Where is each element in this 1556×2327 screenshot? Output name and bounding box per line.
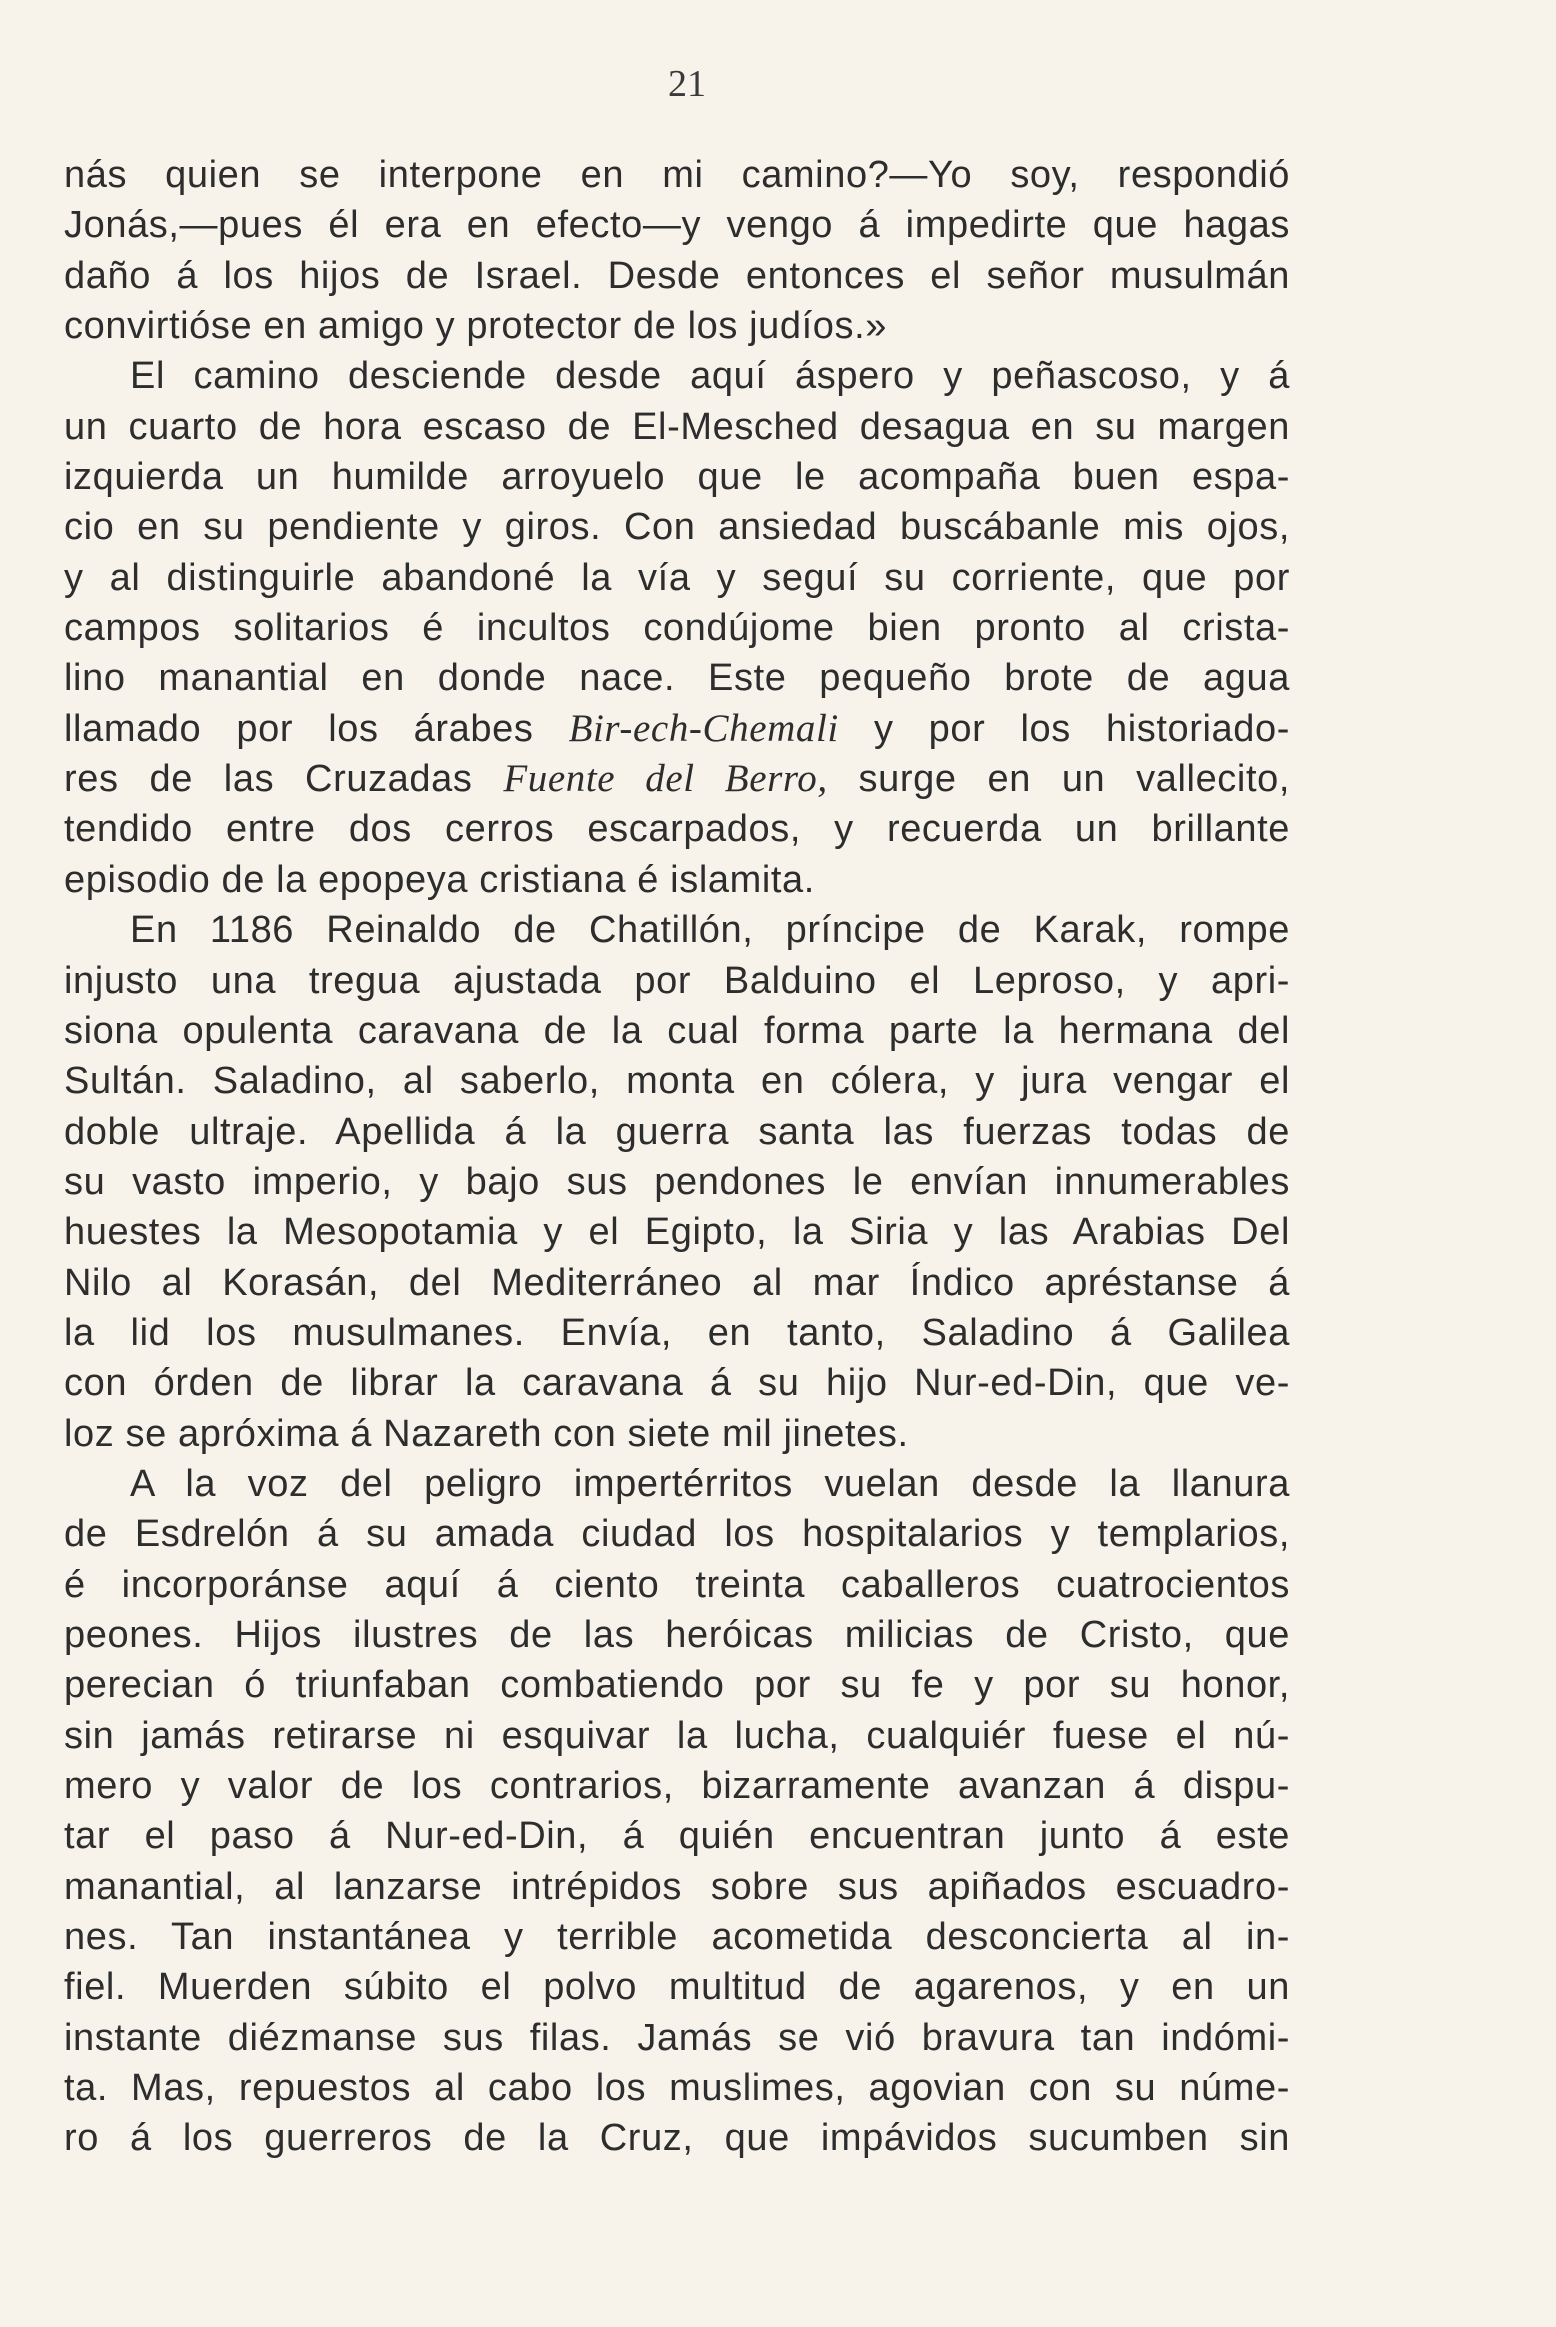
text-line: campos solitarios é incultos condújome bien pronto al crista-: [64, 607, 1290, 650]
text-line: res de las Cruzadas Fuente del Berro, surge en un vallecito,: [64, 757, 1290, 801]
text-line: llamado por los árabes Bir-ech-Chemali y por los historiado-: [64, 706, 1290, 750]
text-line: Jonás,—pues él era en efecto—y vengo á impedirte que hagas: [64, 204, 1290, 247]
text-line: izquierda un humilde arroyuelo que le acompaña buen espa-: [64, 456, 1290, 499]
text-line: daño á los hijos de Israel. Desde entonces el señor musulmán: [64, 254, 1290, 297]
body-text: [64, 150, 1290, 2164]
text-line: nes. Tan instantánea y terrible acometida desconcierta al in-: [64, 1916, 1290, 1959]
text-line: su vasto imperio, y bajo sus pendones le envían innumerables: [64, 1160, 1290, 1203]
text-line: manantial, al lanzarse intrépidos sobre sus apiñados escuadro-: [64, 1865, 1290, 1908]
paragraph-start-line: En 1186 Reinaldo de Chatillón, príncipe de Karak, rompe: [130, 909, 1290, 952]
text-line: loz se apróxima á Nazareth con siete mil jinetes.: [64, 1412, 909, 1455]
text-line: siona opulenta caravana de la cual forma parte la hermana del: [64, 1009, 1290, 1052]
text-line: tendido entre dos cerros escarpados, y recuerda un brillante: [64, 808, 1290, 851]
text-line: mero y valor de los contrarios, bizarramente avanzan á dispu-: [64, 1765, 1290, 1807]
text-line: Sultán. Saladino, al saberlo, monta en cólera, y jura vengar el: [64, 1060, 1290, 1103]
text-line: é incorporánse aquí á ciento treinta caballeros cuatrocientos: [64, 1563, 1290, 1606]
text-line: instante diézmanse sus filas. Jamás se vió bravura tan indómi-: [64, 2016, 1290, 2059]
text-line: fiel. Muerden súbito el polvo multitud de agarenos, y en un: [64, 1966, 1290, 2009]
paragraph-start-line: A la voz del peligro impertérritos vuelan desde la llanura: [130, 1462, 1290, 1505]
text-line: y al distinguirle abandoné la vía y seguí su corriente, que por: [64, 556, 1290, 599]
text-line: convirtióse en amigo y protector de los judíos.»: [64, 305, 887, 348]
text-line: doble ultraje. Apellida á la guerra santa las fuerzas todas de: [64, 1110, 1290, 1153]
text-line: Nilo al Korasán, del Mediterráneo al mar Índico apréstanse á: [64, 1261, 1290, 1304]
text-line: lino manantial en donde nace. Este pequeño brote de agua: [64, 657, 1290, 700]
text-line: tar el paso á Nur-ed-Din, á quién encuentran junto á este: [64, 1815, 1290, 1858]
text-line: ro á los guerreros de la Cruz, que impávidos sucumben sin: [64, 2117, 1290, 2160]
paragraph-start-line: El camino desciende desde aquí áspero y peñascoso, y á: [130, 355, 1290, 398]
text-line: cio en su pendiente y giros. Con ansiedad buscábanle mis ojos,: [64, 506, 1290, 549]
text-line: con órden de librar la caravana á su hijo Nur-ed-Din, que ve-: [64, 1362, 1290, 1405]
text-line: nás quien se interpone en mi camino?—Yo soy, respondió: [64, 154, 1290, 196]
text-line: episodio de la epopeya cristiana é islamita.: [64, 858, 815, 901]
text-line: un cuarto de hora escaso de El-Mesched desagua en su margen: [64, 405, 1290, 448]
text-line: injusto una tregua ajustada por Balduino el Leproso, y apri-: [64, 959, 1290, 1002]
text-line: huestes la Mesopotamia y el Egipto, la Siria y las Arabias Del: [64, 1211, 1290, 1254]
text-line: de Esdrelón á su amada ciudad los hospitalarios y templarios,: [64, 1513, 1290, 1556]
text-line: peones. Hijos ilustres de las heróicas milicias de Cristo, que: [64, 1613, 1290, 1656]
text-line: perecian ó triunfaban combatiendo por su fe y por su honor,: [64, 1664, 1290, 1707]
text-line: la lid los musulmanes. Envía, en tanto, Saladino á Galilea: [64, 1311, 1290, 1354]
page-number: 21: [668, 63, 706, 105]
italic-term: Fuente del Berro,: [503, 757, 828, 801]
text-line: ta. Mas, repuestos al cabo los muslimes, agovian con su núme-: [64, 2067, 1290, 2110]
italic-term: Bir-ech-Chemali: [568, 706, 839, 750]
text-line: sin jamás retirarse ni esquivar la lucha, cualquiér fuese el nú-: [64, 1714, 1290, 1757]
